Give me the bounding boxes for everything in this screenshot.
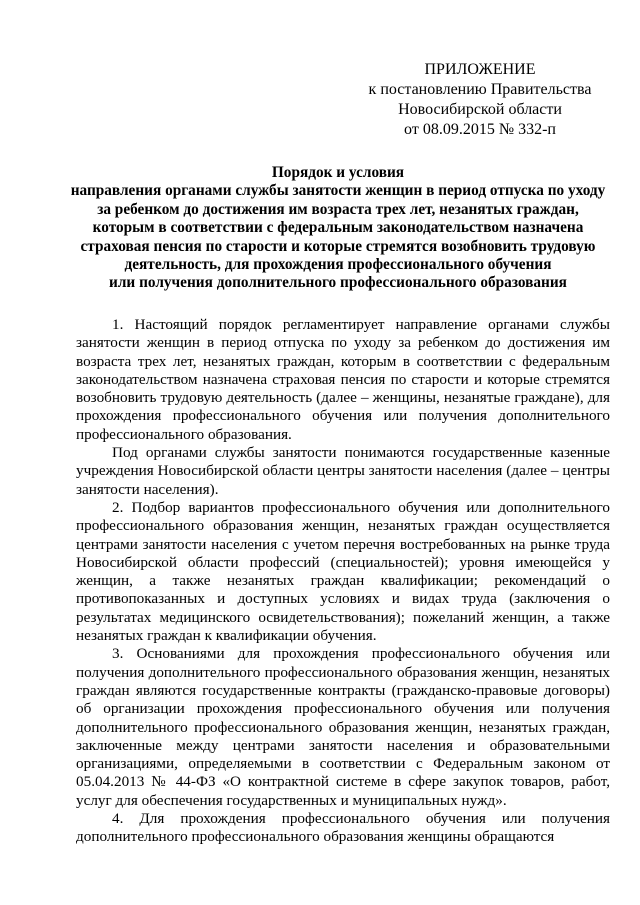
paragraph-1-definition: Под органами службы занятости понимаются государственные казенные учреждения Новосибирской области центры занятости населения (далее – центры занятости населения). (76, 444, 610, 498)
paragraph-1: 1. Настоящий порядок регламентирует направление органами службы занятости женщин в период отпуска по уходу за ребенком до достижения им возраста трех лет, незанятых граждан, которым в соответствии с федеральным законодательством назначена страховая пенсия по старости и которые стремятся возобновить трудовую деятельность (далее – женщины, незанятые граждане), для прохождения профессионального обучения или получения дополнительного профессионального образования. (76, 316, 610, 443)
heading-line: деятельность, для прохождения профессионального обучения (124, 256, 552, 274)
paragraph-3: 3. Основаниями для прохождения профессионального обучения или получения дополнительного профессионального образования женщин, незанятых граждан являются государственные контракты (гражданско-правовые договоры) об организации прохождения профессионального обучения или получения дополнительного профессионального образования женщин, незанятых граждан, заключенные между центрами занятости населения и образовательными организациями, определяемыми в соответствии с Федеральным законом от 05.04.2013 № 44-ФЗ «О контрактной системе в сфере закупок товаров, работ, услуг для обеспечения государственных и муниципальных нужд». (76, 645, 610, 809)
heading-line: Порядок и условия (271, 164, 405, 181)
paragraph-4: 4. Для прохождения профессионального обучения или получения дополнительного профессионального образования женщины обращаются (76, 810, 610, 846)
appendix-line: к постановлению Правительства (368, 81, 592, 98)
appendix-title: ПРИЛОЖЕНИЕ (424, 61, 536, 78)
appendix-date-number: от 08.09.2015 № 332-п (404, 121, 556, 138)
heading-line: или получения дополнительного профессионального образования (109, 274, 567, 292)
heading-line: за ребенком до достижения им возраста трех лет, незанятых граждан, (97, 200, 579, 218)
appendix-line: Новосибирской области (398, 101, 562, 118)
heading-line: направления органами службы занятости женщин в период отпуска по уходу (70, 182, 606, 200)
heading-line: которым в соответствии с федеральным законодательством назначена (92, 219, 584, 237)
paragraph-2: 2. Подбор вариантов профессионального обучения или дополнительного профессионального образования женщин, незанятых граждан осуществляется центрами занятости населения с учетом перечня востребованных на рынке труда Новосибирской области профессий (специальностей); уровня имеющейся у женщин, а также незанятых граждан квалификации; рекомендаций о противопоказанных и доступных условиях и видах труда (заключения о результатах медицинского освидетельствования); пожеланий женщин, а также незанятых граждан к квалификации обучения. (76, 498, 610, 645)
document-heading (60, 164, 616, 293)
document-body (76, 316, 610, 847)
appendix-block (350, 60, 610, 140)
heading-line: страховая пенсия по старости и которые стремятся возобновить трудовую (80, 237, 596, 255)
